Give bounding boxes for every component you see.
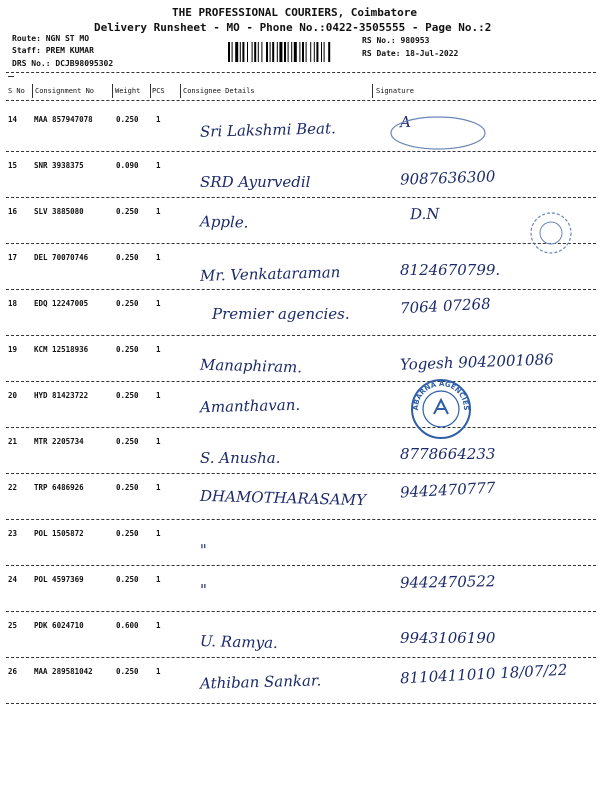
col-separator [180, 84, 181, 98]
row-weight: 0.250 [116, 207, 139, 216]
row-divider [6, 519, 596, 520]
row-consignment: MAA 857947078 [34, 115, 93, 124]
row-sno: 24 [8, 575, 18, 584]
row-pcs: 1 [156, 391, 161, 400]
row-consignee-handwritten: Sri Lakshmi Beat. [199, 119, 337, 141]
row-divider [6, 703, 596, 704]
row-consignee-handwritten: SRD Ayurvedil [200, 173, 311, 191]
row-consignee-handwritten: Athiban Sankar. [199, 671, 322, 693]
row-consignee-handwritten: DHAMOTHARASAMY [199, 486, 367, 510]
row-sno: 14 [8, 115, 18, 124]
header-divider-tick [8, 76, 14, 77]
row-weight: 0.250 [116, 115, 139, 124]
row-consignment: TRP 6486926 [34, 483, 84, 492]
row-pcs: 1 [156, 575, 161, 584]
row-consignee-handwritten: Apple. [199, 212, 249, 232]
row-consignee-handwritten: U. Ramya. [199, 631, 279, 653]
row-consignment: SNR 3938375 [34, 161, 84, 170]
row-divider [6, 381, 596, 382]
row-weight: 0.250 [116, 667, 139, 676]
agency-stamp [410, 378, 472, 440]
row-weight: 0.250 [116, 575, 139, 584]
row-sno: 22 [8, 483, 18, 492]
row-divider [6, 657, 596, 658]
staff-label: Staff: PREM KUMAR [12, 46, 94, 55]
row-pcs: 1 [156, 207, 161, 216]
row-signature-handwritten: 9442470522 [399, 572, 496, 592]
row-consignee-handwritten: " [200, 581, 207, 599]
row-consignment: EDQ 12247005 [34, 299, 89, 308]
company-title: THE PROFESSIONAL COURIERS, Coimbatore [172, 6, 418, 19]
row-pcs: 1 [156, 667, 161, 676]
row-divider [6, 473, 596, 474]
barcode [228, 42, 356, 62]
row-pcs: 1 [156, 483, 161, 492]
row-divider [6, 151, 596, 152]
row-consignee-handwritten: Premier agencies. [212, 305, 350, 323]
row-signature-handwritten: 9087636300 [399, 167, 496, 189]
row-sno: 23 [8, 529, 18, 538]
row-signature-handwritten: Yogesh 9042001086 [399, 350, 554, 374]
row-sno: 16 [8, 207, 18, 216]
row-sno: 20 [8, 391, 18, 400]
route-label: Route: NGN ST MO [12, 34, 90, 43]
row-consignment: HYD 81423722 [34, 391, 89, 400]
col-signature: Signature [376, 87, 414, 95]
row-weight: 0.250 [116, 345, 139, 354]
row-weight: 0.250 [116, 529, 139, 538]
row-consignment: MTR 2205734 [34, 437, 84, 446]
col-weight: Weight [115, 87, 141, 95]
row-sno: 19 [8, 345, 18, 354]
oval-signature-mark [388, 113, 488, 153]
row-signature-handwritten: 8778664233 [400, 445, 496, 463]
rs-number: RS No.: 980953 [362, 36, 430, 45]
row-consignment: KCM 12518936 [34, 345, 89, 354]
faint-stamp [528, 210, 574, 256]
column-header-divider [6, 100, 596, 101]
col-sno: S No [8, 87, 25, 95]
row-pcs: 1 [156, 115, 161, 124]
col-pcs: PCS [152, 87, 165, 95]
row-signature-handwritten: 8110411010 18/07/22 [399, 660, 568, 688]
col-separator [32, 84, 33, 98]
row-divider [6, 289, 596, 290]
row-signature-handwritten: A [399, 112, 412, 132]
row-divider [6, 565, 596, 566]
row-signature-handwritten: D.N [409, 204, 440, 224]
row-consignee-handwritten: Manaphiram. [199, 355, 303, 377]
row-consignee-handwritten: S. Anusha. [200, 449, 281, 467]
row-pcs: 1 [156, 529, 161, 538]
row-consignment: DEL 70070746 [34, 253, 89, 262]
row-weight: 0.250 [116, 437, 139, 446]
row-divider [6, 243, 596, 244]
row-pcs: 1 [156, 161, 161, 170]
row-sno: 21 [8, 437, 18, 446]
rs-date: RS Date: 18-Jul-2022 [362, 49, 459, 58]
row-weight: 0.250 [116, 483, 139, 492]
row-weight: 0.250 [116, 391, 139, 400]
row-pcs: 1 [156, 437, 161, 446]
col-separator [112, 84, 113, 98]
row-divider [6, 335, 596, 336]
row-pcs: 1 [156, 621, 161, 630]
row-pcs: 1 [156, 345, 161, 354]
row-sno: 25 [8, 621, 18, 630]
drs-label: DRS No.: DCJB98095302 [12, 59, 114, 68]
row-consignment: POL 4597369 [34, 575, 84, 584]
row-sno: 18 [8, 299, 18, 308]
row-pcs: 1 [156, 253, 161, 262]
row-weight: 0.600 [116, 621, 139, 630]
row-consignee-handwritten: " [199, 540, 208, 560]
col-separator [150, 84, 151, 98]
row-weight: 0.250 [116, 299, 139, 308]
row-consignee-handwritten: Mr. Venkataraman [199, 263, 341, 285]
row-pcs: 1 [156, 299, 161, 308]
col-consignee: Consignee Details [183, 87, 255, 95]
row-signature-handwritten: 7064 07268 [399, 294, 492, 318]
col-consignment: Consignment No [35, 87, 95, 95]
row-signature-handwritten: 8124670799. [400, 261, 501, 279]
row-consignee-handwritten: Amanthavan. [199, 395, 301, 417]
row-consignment: SLV 3885080 [34, 207, 84, 216]
row-sno: 17 [8, 253, 18, 262]
row-sno: 26 [8, 667, 18, 676]
row-signature-handwritten: 9442470777 [399, 478, 496, 502]
row-signature-handwritten: 9943106190 [400, 629, 496, 647]
row-weight: 0.250 [116, 253, 139, 262]
row-divider [6, 611, 596, 612]
row-consignment: MAA 289581042 [34, 667, 93, 676]
row-consignment: PDK 6024710 [34, 621, 84, 630]
runsheet-subtitle: Delivery Runsheet - MO - Phone No.:0422-3505555 - Page No.:2 [94, 21, 492, 34]
row-divider [6, 427, 596, 428]
row-sno: 15 [8, 161, 18, 170]
row-divider [6, 197, 596, 198]
row-consignment: POL 1505872 [34, 529, 84, 538]
col-separator [372, 84, 373, 98]
svg-text:ABARNA AGENCIES [412, 380, 470, 411]
header-divider [6, 72, 596, 73]
stamp-text: ABARNA AGENCIES [411, 379, 471, 411]
row-weight: 0.090 [116, 161, 139, 170]
